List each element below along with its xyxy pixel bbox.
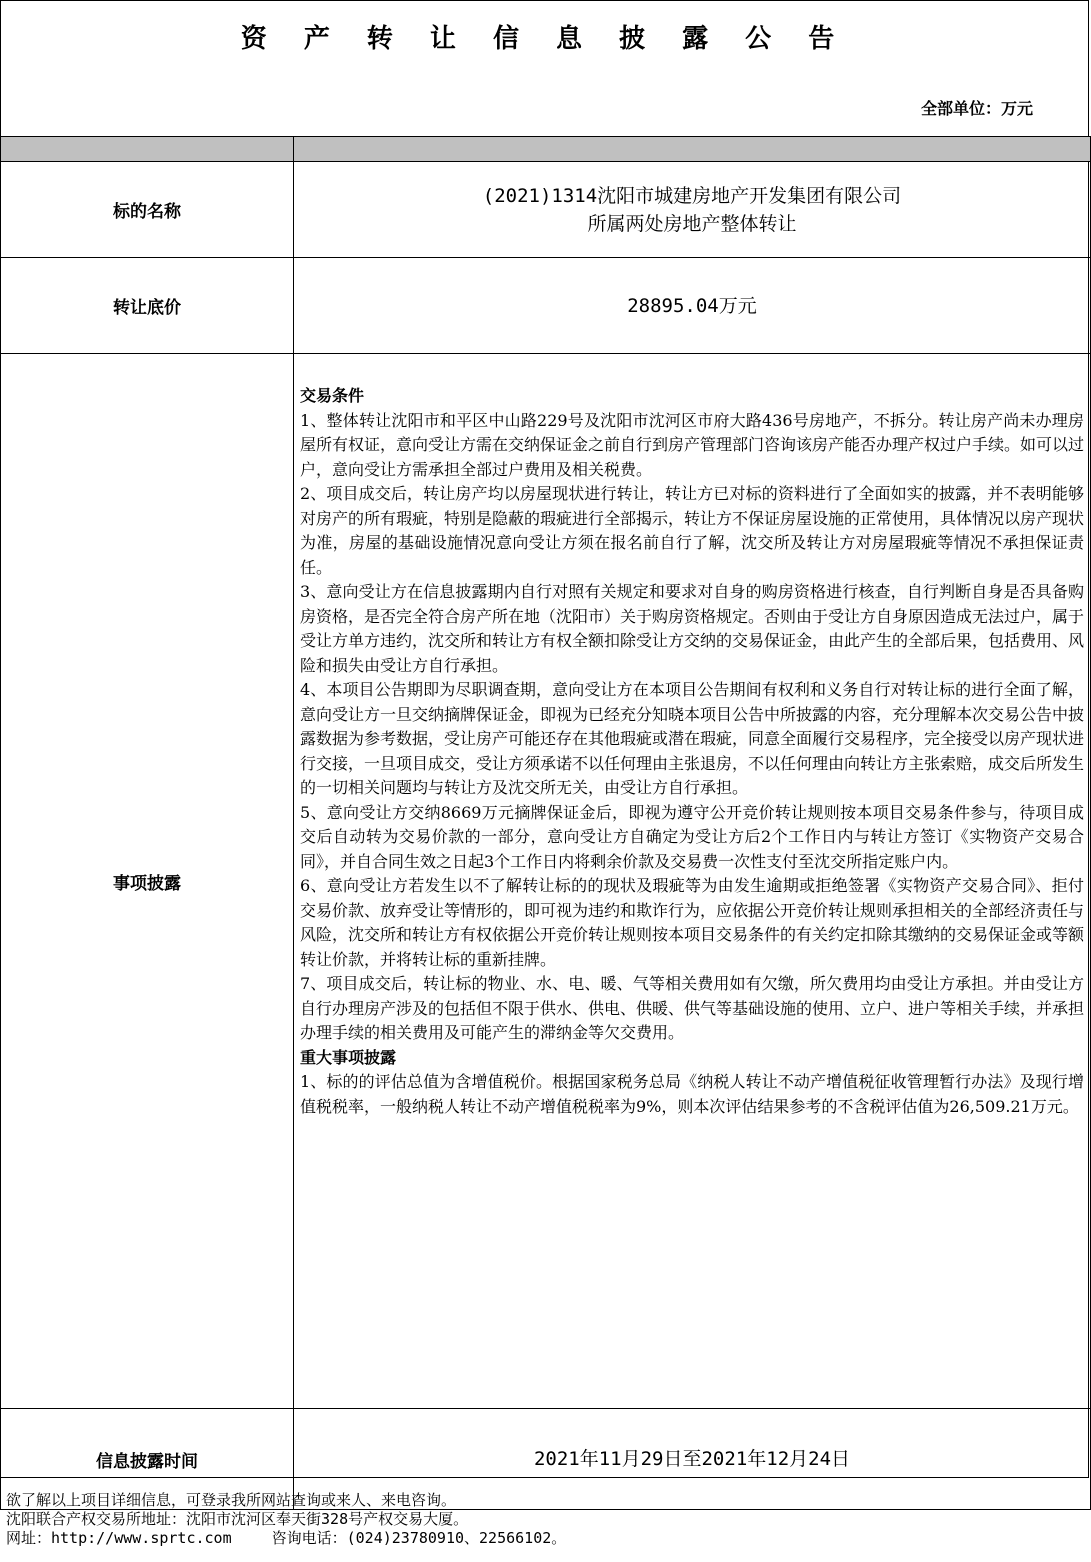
row-label-name: 标的名称 [1, 162, 294, 258]
page-title: 资 产 转 让 信 息 披 露 公 告 [240, 24, 849, 54]
phone-number: 咨询电话：(024)23780910、22566102。 [271, 1529, 567, 1547]
condition-item: 3、意向受让方在信息披露期内自行对照有关规定和要求对自身的购房资格进行核查，自行判断自身是否具备购房资格，是否完全符合房产所在地（沈阳市）关于购房资格规定。否则由于受让方自身原因造成无法过户，属于受让方单方违约，沈交所和转让方有权全额扣除受让方交纳的交易保证金，由此产生的全部后果，包括费用、风险和损失由受让方自行承担。 [300, 582, 1085, 675]
reserve-price: 28895.04万元 [294, 258, 1091, 354]
disclosure-table [0, 136, 1091, 1510]
disclosure-period: 2021年11月29日至2021年12月24日 [294, 1409, 1091, 1510]
condition-item: 1、整体转让沈阳市和平区中山路229号及沈阳市沈河区市府大路436号房地产，不拆分。转让房产尚未办理房屋所有权证，意向受让方需在交纳保证金之前自行到房产管理部门咨询该房产能否办理产权过户手续。如可以过户，意向受让方需承担全部过户费用及相关税费。 [300, 410, 1085, 479]
condition-item: 7、项目成交后，转让标的物业、水、电、暖、气等相关费用如有欠缴，所欠费用均由受让方承担。并由受让方自行办理房产涉及的包括但不限于供水、供电、供暖、供气等基础设施的使用、立户、进户等相关手续，并承担办理手续的相关费用及可能产生的滞纳金等欠交费用。 [300, 974, 1085, 1042]
table-header-bar [1, 137, 1091, 162]
table-row [1, 162, 1091, 258]
major-matters-heading: 重大事项披露 [300, 1047, 397, 1067]
condition-item: 6、意向受让方若发生以不了解转让标的的现状及瑕疵等为由发生逾期或拒绝签署《实物资产交易合同》、拒付交易价款、放弃受让等情形的，即可视为违约和欺诈行为，应依据公开竞价转让规则承担相关的全部经济责任与风险，沈交所和转让方有权依据公开竞价转让规则按本项目交易条件的有关约定扣除其缴纳的交易保证金或等额转让价款，并将转让标的重新挂牌。 [300, 876, 1085, 969]
disclosure-content [294, 354, 1091, 1409]
condition-item: 4、本项目公告期即为尽职调查期，意向受让方在本项目公告期间有权利和义务自行对转让标的进行全面了解，意向受让方一旦交纳摘牌保证金，即视为已经充分知晓本项目公告中所披露的内容，充分理解本次交易公告中披露数据为参考数据，受让房产可能还存在其他瑕疵或潜在瑕疵，同意全面履行交易程序，完全接受以房产现状进行交接，一旦项目成交，受让方须承诺不以任何理由主张退房，不以任何理由向转让方主张索赔，成交后所发生的一切相关问题均与转让方及沈交所无关，由受让方自行承担。 [300, 680, 1085, 797]
footer-address: 沈阳联合产权交易所地址：沈阳市沈河区奉天街328号产权交易大厦。 [6, 1510, 469, 1528]
row-label-disclosure: 事项披露 [1, 354, 294, 1409]
asset-name-line2: 所属两处房地产整体转让 [587, 212, 797, 235]
footer-line1: 欲了解以上项目详细信息，可登录我所网站查询或来人、来电咨询。 [6, 1491, 457, 1509]
major-item: 1、标的的评估总值为含增值税价。根据国家税务总局《纳税人转让不动产增值税征收管理暂行办法》及现行增值税税率，一般纳税人转让不动产增值税税率为9%，则本次评估结果参考的不含税评估值为26,509.21万元。 [300, 1072, 1084, 1116]
asset-name-cell [294, 162, 1091, 258]
footer-notes [6, 1491, 566, 1548]
unit-note: 全部单位：万元 [920, 99, 1033, 118]
row-label-period: 信息披露时间 [1, 1409, 294, 1510]
trade-conditions-heading: 交易条件 [300, 386, 365, 405]
condition-item: 5、意向受让方交纳8669万元摘牌保证金后，即视为遵守公开竞价转让规则按本项目交易条件参与，待项目成交后自动转为交易价款的一部分，意向受让方自确定为受让方后2个工作日内与转让方签订《实物资产交易合同》，并自合同生效之日起3个工作日内将剩余价款及交易费一次性支付至沈交所指定账户内。 [300, 802, 1084, 871]
condition-item: 2、项目成交后，转让房产均以房屋现状进行转让，转让方已对标的资料进行了全面如实的披露，并不表明能够对房产的所有瑕疵，特别是隐蔽的瑕疵进行全部揭示，转让方不保证房屋设施的正常使用，具体情况以房产现状为准，房屋的基础设施情况意向受让方须在报名前自行了解，沈交所及转让方对房屋瑕疵等情况不承担保证责任。 [300, 484, 1085, 577]
table-row [1, 354, 1091, 1409]
row-label-price: 转让底价 [1, 258, 294, 354]
footer-contact [6, 1529, 566, 1548]
asset-name-line1: (2021)1314沈阳市城建房地产开发集团有限公司 [482, 184, 902, 207]
table-row [1, 258, 1091, 354]
website-link[interactable]: 网址：http://www.sprtc.com [6, 1529, 232, 1547]
